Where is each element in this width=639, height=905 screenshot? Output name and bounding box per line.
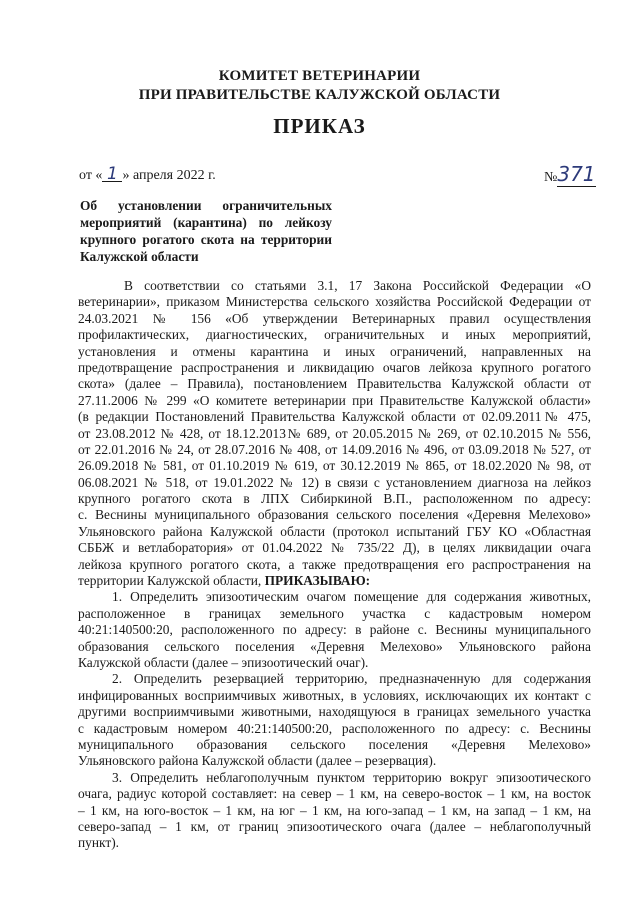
text-line: от 23.08.2012 № 428, от 18.12.2013№ 689, от 20.05.2015 № 269, от 02.10.2015 № 556, xyxy=(78,425,591,441)
text-line: северо-запад – 1 км, от границ эпизоотического очага (далее – неблагополучный xyxy=(78,818,591,834)
text-line: установления и отмены карантина и иных ограничений, направленных на xyxy=(78,343,591,359)
text-line: 24.03.2021 № 156 «Об утверждении Ветеринарных правил осуществления xyxy=(78,310,591,326)
text-line: муниципального образования сельского поселения «Деревня Мелехово» xyxy=(78,736,591,752)
text-line: Ульяновского района Калужской области (протокол испытаний ГБУ КО «Областная xyxy=(78,523,591,539)
text-line: Ульяновского района Калужской области (далее – резервация). xyxy=(78,753,437,769)
date-prefix: от « xyxy=(79,168,103,183)
text-line: 26.09.2018 № 581, от 01.10.2019 № 619, от 30.12.2019 № 865, от 18.02.2020 № 98, от xyxy=(78,458,591,474)
text-line: 3. Определить неблагополучным пунктом территорию вокруг эпизоотического xyxy=(112,769,591,785)
text-line: образования сельского поселения «Деревня Мелехово» Ульяновского района xyxy=(78,638,591,654)
text-line: пункт). xyxy=(78,835,120,851)
preamble-closing-text: территории Калужской области, xyxy=(78,573,265,589)
order-subject xyxy=(80,197,332,265)
text-line: – 1 км, на юго-восток – 1 км, на юг – 1 км, на юго-запад – 1 км, на запад – 1 км, на xyxy=(78,802,591,818)
text-line: с. Веснины муниципального образования сельского поселения «Деревня Мелехово» xyxy=(78,507,591,523)
subject-line: мероприятий (карантина) по лейкозу xyxy=(80,215,332,230)
clause-3 xyxy=(78,770,591,852)
text-line: инфицированных восприимчивых животных, в условиях, исключающих их контакт с xyxy=(78,687,591,703)
order-date xyxy=(79,164,216,184)
text-line: 2. Определить резервацией территорию, предназначенную для содержания xyxy=(112,671,591,687)
text-line: (в редакции Постановлений Правительства Калужской области от 02.09.2011№ 475, xyxy=(78,409,591,425)
preamble-paragraph xyxy=(78,278,591,589)
organization-line-1: КОМИТЕТ ВЕТЕРИНАРИИ xyxy=(218,68,421,84)
document-title: ПРИКАЗ xyxy=(273,114,366,138)
order-number xyxy=(544,162,596,186)
text-line: 06.08.2021 № 518, от 19.01.2022 № 12) в связи с установлением диагноза на лейкоз xyxy=(78,474,591,490)
subject-line: Об установлении ограничительных xyxy=(80,198,332,213)
text-line: Калужской области (далее – эпизоотический очаг). xyxy=(78,654,369,670)
command-word: ПРИКАЗЫВАЮ: xyxy=(264,573,371,589)
text-line: СББЖ и ветлаборатория» от 01.04.2022 № 735/22 Д), в целях ликвидации очага xyxy=(78,540,591,556)
text-line xyxy=(78,573,591,589)
text-line: 1. Определить эпизоотическим очагом помещение для содержания животных, xyxy=(112,589,591,605)
date-day-handwritten: 1 xyxy=(102,167,122,182)
text-line: 40:21:140500:20, расположенного по адресу: в районе с. Веснины муниципального xyxy=(78,622,591,638)
date-suffix: » апреля 2022 г. xyxy=(122,168,216,183)
document-body xyxy=(78,278,591,852)
text-line: от 22.01.2016 № 24, от 28.07.2016 № 408, от 14.09.2016 № 496, от 03.09.2018 № 527, от xyxy=(78,441,591,457)
order-number-prefix: № xyxy=(544,170,558,185)
clause-1 xyxy=(78,589,591,671)
text-line: крупного рогатого скота в ЛПХ Сибиркиной В.П., расположенном по адресу: xyxy=(78,491,591,507)
text-line: предотвращение распространения и ликвидацию очагов лейкоза крупного рогатого xyxy=(78,359,591,375)
text-line: В соответствии со статьями 3.1, 17 Закона Российской Федерации «О xyxy=(124,278,591,293)
organization-line-2: ПРИ ПРАВИТЕЛЬСТВЕ КАЛУЖСКОЙ ОБЛАСТИ xyxy=(138,87,501,103)
subject-line: крупного рогатого скота на территории xyxy=(80,232,332,247)
text-line: скота» (далее – Правила), постановлением Правительства Калужской области от xyxy=(78,376,591,392)
order-number-handwritten: 371 xyxy=(557,162,596,186)
text-line: расположенное в границах земельного участка с кадастровым номером xyxy=(78,605,591,621)
text-line: с кадастровым номером 40:21:140500:20, расположенного по адресу: с. Веснины xyxy=(78,720,591,736)
text-line: очага, радиус которой составляет: на север – 1 км, на северо-восток – 1 км, на восток xyxy=(78,786,591,802)
subject-line: Калужской области xyxy=(80,249,199,264)
text-line: ветеринарии», приказом Министерства сельского хозяйства Российской Федерации от xyxy=(78,294,591,310)
text-line: 27.11.2006 № 299 «О комитете ветеринарии при Правительстве Калужской области» xyxy=(78,392,591,408)
text-line: лейкоза крупного рогатого скота, а также предотвращения его распространения на xyxy=(78,556,591,572)
text-line: другими восприимчивыми животными, находящуюся в границах земельного участка xyxy=(78,704,591,720)
text-line: профилактических, диагностических, ограничительных и иных мероприятий, xyxy=(78,327,591,343)
clause-2 xyxy=(78,671,591,769)
